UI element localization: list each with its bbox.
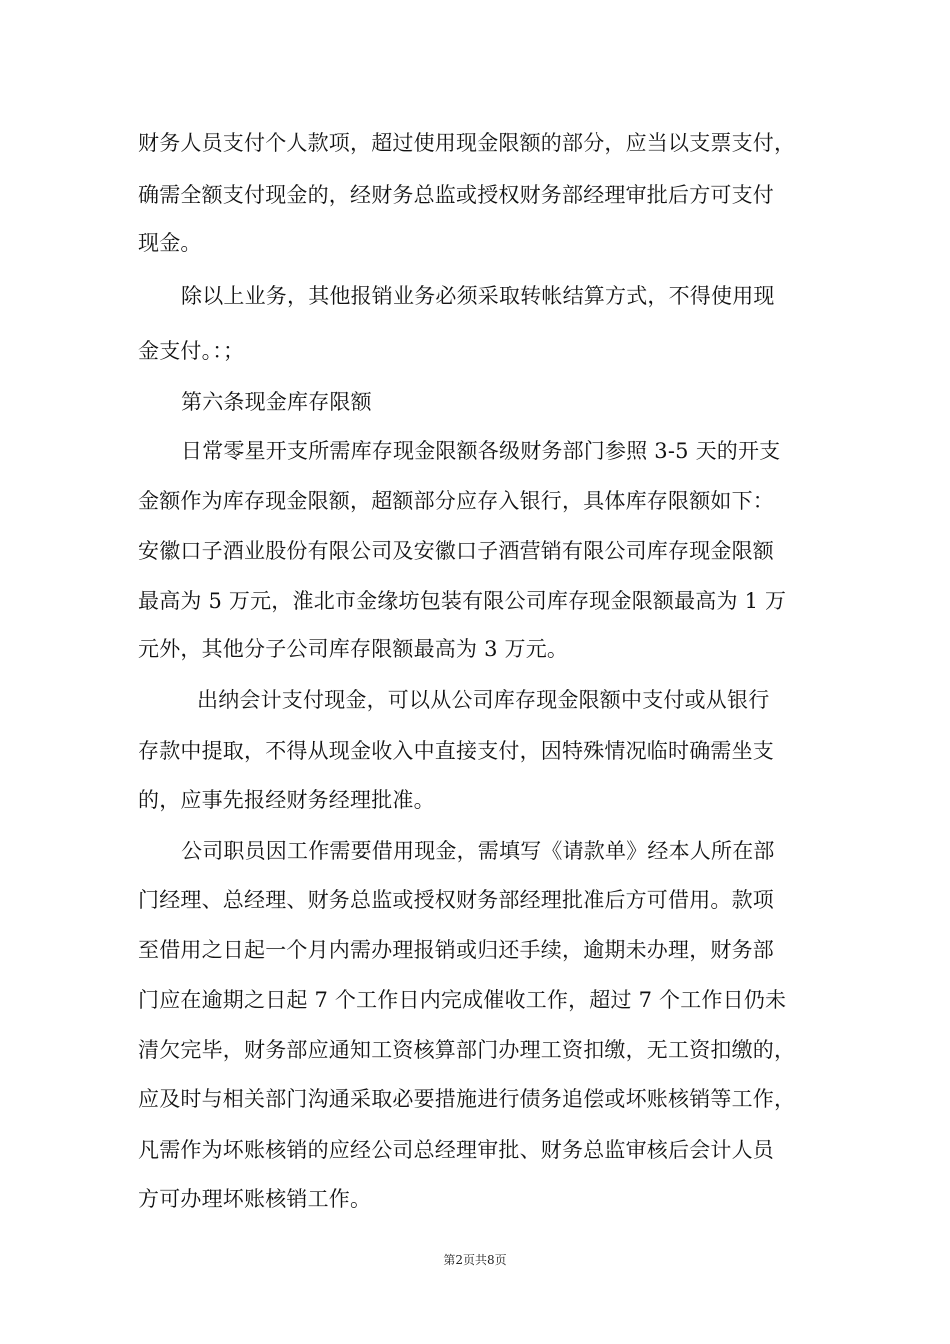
page-number-footer: 第2页共8页 (443, 1253, 507, 1267)
paragraph-5-line-1: 出纳会计支付现金，可以从公司库存现金限额中支付或从银行 (197, 688, 770, 712)
paragraph-6-line-5: 清欠完毕，财务部应通知工资核算部门办理工资扣缴，无工资扣缴的， (138, 1038, 796, 1062)
section-heading: 第六条现金库存限额 (181, 390, 372, 414)
paragraph-6-line-4: 门应在逾期之日起 7 个工作日内完成催收工作，超过 7 个工作日仍未 (138, 988, 787, 1012)
paragraph-1-line-2: 确需全额支付现金的，经财务总监或授权财务部经理审批后方可支付 (138, 183, 774, 207)
paragraph-4-line-1: 日常零星开支所需库存现金限额各级财务部门参照 3-5 天的开支 (181, 439, 781, 463)
paragraph-6-line-7: 凡需作为坏账核销的应经公司总经理审批、财务总监审核后会计人员 (138, 1138, 774, 1162)
paragraph-6-line-8: 方可办理坏账核销工作。 (138, 1187, 372, 1211)
paragraph-2-line-2: 金支付。：； (138, 339, 245, 363)
paragraph-4-line-3: 安徽口子酒业股份有限公司及安徽口子酒营销有限公司库存现金限额 (138, 539, 774, 563)
paragraph-6-line-6: 应及时与相关部门沟通采取必要措施进行债务追偿或坏账核销等工作， (138, 1087, 796, 1111)
paragraph-4-line-4: 最高为 5 万元，淮北市金缘坊包装有限公司库存现金限额最高为 1 万 (138, 589, 787, 613)
paragraph-5-line-3: 的，应事先报经财务经理批准。 (138, 788, 435, 812)
paragraph-6-line-2: 门经理、总经理、财务总监或授权财务部经理批准后方可借用。款项 (138, 888, 774, 912)
paragraph-6-line-1: 公司职员因工作需要借用现金，需填写《请款单》经本人所在部 (181, 839, 775, 863)
paragraph-2-line-1: 除以上业务，其他报销业务必须采取转帐结算方式，不得使用现 (181, 284, 775, 308)
paragraph-1-line-3: 现金。 (138, 231, 202, 255)
paragraph-4-line-2: 金额作为库存现金限额，超额部分应存入银行，具体库存限额如下： (138, 489, 774, 513)
paragraph-4-line-5: 元外，其他分子公司库存限额最高为 3 万元。 (138, 637, 569, 661)
paragraph-5-line-2: 存款中提取，不得从现金收入中直接支付，因特殊情况临时确需坐支 (138, 739, 774, 763)
paragraph-1-line-1: 财务人员支付个人款项，超过使用现金限额的部分，应当以支票支付， (138, 131, 796, 155)
paragraph-6-line-3: 至借用之日起一个月内需办理报销或归还手续，逾期未办理，财务部 (138, 938, 774, 962)
